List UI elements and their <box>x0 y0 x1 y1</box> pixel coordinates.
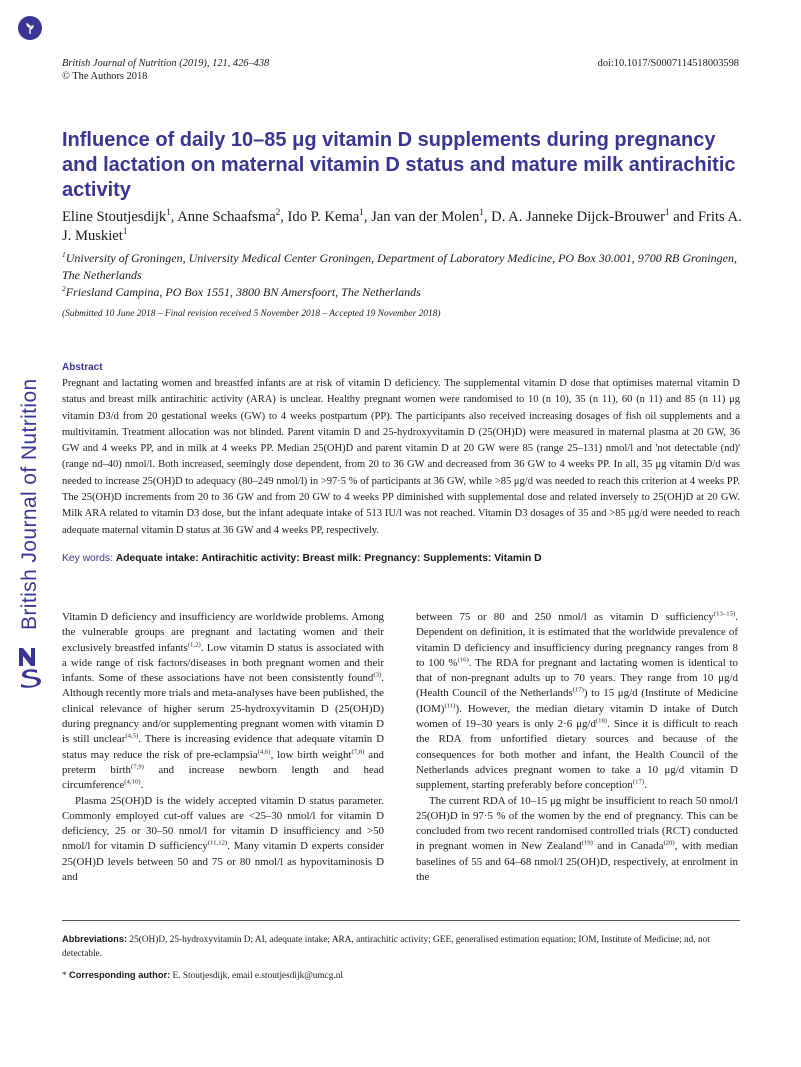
abstract-text: Pregnant and lactating women and breastfed infants are at risk of vitamin D deficiency. The supplemental vitamin D dose that optimises maternal vitamin D status and breast milk antirachitic activity (ARA) is unclear. Healthy pregnant women were randomised to 10 (n 10), 35 (n 11), 60 (n 11) and 85 (n 11) μg vitamin D3/d from 20 gestational weeks (GW) to 4 weeks postpartum (PP). The participants also received increasing dosages of fish oil supplements and a multivitamin. Treatment allocation was not blinded. Parent vitamin D and 25-hydroxyvitamin D (25(OH)D) were measured in maternal plasma at 20 GW, 36 GW and 4 weeks PP, and in milk at 4 weeks PP. Median 25(OH)D and parent vitamin D at 20 GW were 85 (range 25–131) nmol/l and 'not detectable (nd)' (range nd–40) nmol/l. Both increased, seemingly dose dependent, from 20 to 36 GW and decreased from 36 GW to 4 weeks PP. In all, 35 μg vitamin D/d was needed to increase 25(OH)D to adequacy (80–249 nmol/l) in >97·5 % of participants at 36 GW, while >85 μg/d was needed to reach this criterion at 4 weeks PP. The 25(OH)D increments from 20 to 36 GW and from 20 GW to 4 weeks PP diminished with supplemental dose and related inversely to 25(OH)D at 20 GW. Milk ARA related to vitamin D3 dose, but the infant adequate intake of 513 IU/l was not reached. Vitamin D3 dosages of 35 and >85 μg/d were needed to reach adequate maternal vitamin D status at 36 GW and 4 weeks PP, respectively. <box>62 378 740 536</box>
body-paragraph: Plasma 25(OH)D is the widely accepted vitamin D status parameter. Commonly employed cut-off values are <25–30 nmol/l for vitamin D deficiency, 25 or 30–50 nmol/l for vitamin D insufficiency and >50 nmol/l for vitamin D sufficiency$^{(11,12)}$. Many vitamin D experts consider 25(OH)D levels between 50 and 75 or 80 nmol/l as hypovitaminosis D and <box>62 794 384 884</box>
body-column-right <box>416 610 738 885</box>
article-title: Influence of daily 10–85 μg vitamin D supplements during pregnancy and lactation on maternal vitamin D status and mature milk antirachitic activity <box>62 129 736 201</box>
abbreviations-footnote: Abbreviations: 25(OH)D, 25-hydroxyvitamin D; AI, adequate intake; ARA, antirachitic activity; GEE, generalised estimation equation; IOM, Institute of Medicine; nd, not detectable. <box>62 934 710 959</box>
keywords-label: Key words: <box>62 553 113 564</box>
author: Eline Stoutjesdijk$^1$, <box>62 207 178 225</box>
author: D. A. Janneke Dijck-Brouwer$^1$ <box>491 207 670 225</box>
footnotes <box>62 933 740 992</box>
doi: doi:10.1017/S0007114518003598 <box>597 58 739 69</box>
affiliation: $^2$Friesland Campina, PO Box 1551, 3800 BN Amersfoort, The Netherlands <box>62 284 421 299</box>
abstract-heading: Abstract <box>62 362 103 373</box>
author: Ido P. Kema$^1$, <box>287 207 372 225</box>
keywords <box>62 553 542 564</box>
body-column-left <box>62 610 384 885</box>
author: and Frits A. J. Muskiet$^1$ <box>62 209 742 244</box>
corresponding-author-email: E. Stoutjesdijk, email e.stoutjesdijk@umcg.nl <box>172 971 344 981</box>
copyright-line: © The Authors 2018 <box>62 71 148 82</box>
submission-dates: (Submitted 10 June 2018 – Final revision received 5 November 2018 – Accepted 19 November 2018) <box>62 309 441 319</box>
journal-vertical-title: British Journal of Nutrition <box>18 378 41 630</box>
affiliations <box>62 250 752 301</box>
body-paragraph: The current RDA of 10–15 μg might be insufficient to reach 50 nmol/l 25(OH)D in 97·5 % of the women by the end of pregnancy. This can be concluded from two recent randomised controlled trials (RCT) conducted in pregnant women in New Zealand$^{(19)}$ and in Canada$^{(20)}$, with median baselines of 55 and 64–68 nmol/l 25(OH)D, respectively, at enrolment in the <box>416 794 738 884</box>
nutrition-society-logo-icon <box>16 644 44 688</box>
body-paragraph: Vitamin D deficiency and insufficiency are worldwide problems. Among the vulnerable groups are pregnant and lactating women and their exclusively breastfed infants$^{(1,2)}$. Low vitamin D status is associated with a wide range of risk factors/diseases in both pregnant women and their infants. Some of these associations have not been consistently found$^{(3)}$. Although recently more trials and meta-analyses have been published, the clinical relevance of higher serum 25-hydroxyvitamin D (25(OH)D) during pregnancy and/or supplementing pregnant women with vitamin D is still unclear$^{(4,5)}$. There is increasing evidence that adequate vitamin D status may reduce the risk of pre-eclampsia$^{(4,6)}$, low birth weight$^{(7,8)}$ and preterm birth$^{(7,9)}$ and increase newborn length and head circumference$^{(4,10)}$. <box>62 611 385 792</box>
keywords-text: Adequate intake: Antirachitic activity: Breast milk: Pregnancy: Supplements: Vitamin D <box>115 553 542 564</box>
author: Anne Schaafsma$^2$, <box>177 207 288 225</box>
publisher-logo-icon <box>18 16 42 40</box>
journal-header <box>62 57 269 83</box>
footnote-divider <box>62 920 740 921</box>
journal-citation: British Journal of Nutrition (2019), 121, 426–438 <box>62 58 270 69</box>
journal-side-brand <box>14 380 46 690</box>
author-list <box>62 208 752 246</box>
body-paragraph: between 75 or 80 and 250 nmol/l as vitamin D sufficiency$^{(13-15)}$. Dependent on definition, it is estimated that the worldwide prevalence of vitamin D deficiency and insufficiency during pregnancy ranges from 8 to 100 %$^{(16)}$. The RDA for pregnant and lactating women is identical to that of non-pregnant adults up to 70 years. They range from 10 μg/d (Health Council of the Netherlands$^{(17)}$) to 15 μg/d (Institute of Medicine (IOM)$^{(11)}$). However, the median dietary vitamin D intake of Dutch women of 19–30 years is only 2·6 $\mu g/d^{(18)}$. Since it is difficult to reach the RDA from unfortified dietary sources and because of the consequences for both mother and infant, the Health Council of the Netherlands advices pregnant women to take a 10 μg/d vitamin D supplement, starting preferably before conception$^{(17)}$. <box>416 610 739 792</box>
author: Jan van der Molen$^1$, <box>371 207 492 225</box>
affiliation: $^1$University of Groningen, University Medical Center Groningen, Department of Laboratory Medicine, PO Box 30.001, 9700 RB Groningen, The Netherlands <box>62 250 737 282</box>
corresponding-author-footnote: * Corresponding author: E. Stoutjesdijk, email e.stoutjesdijk@umcg.nl <box>62 970 344 981</box>
